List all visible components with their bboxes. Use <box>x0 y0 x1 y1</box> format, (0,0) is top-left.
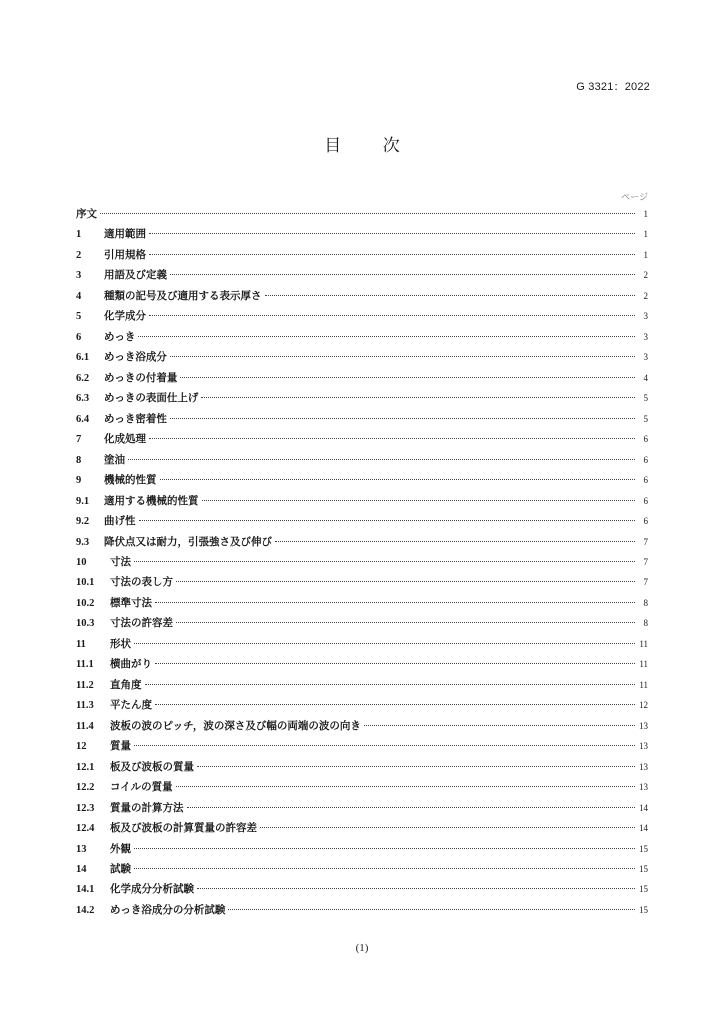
toc-entry[interactable] <box>76 226 648 246</box>
toc-entry-number: 10.1 <box>76 577 95 589</box>
toc-entry-label: 適用する機械的性質 <box>104 494 199 507</box>
toc-entry-page: 15 <box>639 843 648 854</box>
toc-entry-number: 9.2 <box>76 516 90 528</box>
toc-entry[interactable] <box>76 738 648 758</box>
toc-entry-number: 12.4 <box>76 823 95 835</box>
dot-leader <box>128 459 635 460</box>
toc-entry[interactable] <box>76 554 648 574</box>
toc-entry-page: 14 <box>639 802 648 813</box>
dot-leader <box>265 295 636 296</box>
toc-entry-page: 1 <box>643 209 648 219</box>
toc-entry-label: 質量 <box>110 740 131 753</box>
toc-entry-number: 5 <box>76 311 82 323</box>
toc-entry-label: 平たん度 <box>110 699 152 712</box>
toc-entry[interactable] <box>76 718 648 738</box>
toc-entry-label: 形状 <box>110 637 131 650</box>
dot-leader <box>145 684 636 685</box>
dot-leader <box>187 807 636 808</box>
toc-entry-page: 13 <box>639 741 648 752</box>
toc-entry[interactable] <box>76 452 648 472</box>
toc-entry-label: 寸法 <box>110 555 131 568</box>
dot-leader <box>139 520 636 521</box>
toc-entry-label: めっき浴成分の分析試験 <box>110 903 226 916</box>
toc-entry-page: 6 <box>643 475 648 486</box>
toc-entry-number: 14.2 <box>76 904 95 916</box>
toc-entry-page: 6 <box>643 434 648 445</box>
toc-entry-page: 13 <box>639 761 648 772</box>
dot-leader <box>149 315 635 316</box>
toc-entry-number: 11 <box>76 638 86 650</box>
toc-entry-label: 寸法の許容差 <box>110 617 173 630</box>
toc-entry-page: 2 <box>643 270 648 281</box>
toc-entry-number: 13 <box>76 843 87 855</box>
toc-entry-page: 11 <box>639 659 648 670</box>
toc-entry-number: 11.4 <box>76 720 94 732</box>
toc-entry-label: 波板の波のピッチ，波の深さ及び幅の両端の波の向き <box>110 719 361 732</box>
dot-leader <box>100 213 635 214</box>
toc-entry-page: 3 <box>643 331 648 342</box>
toc-entry-page: 6 <box>643 454 648 465</box>
toc-entry-number: 12 <box>76 741 87 753</box>
dot-leader <box>134 868 635 869</box>
toc-entry-label: 種類の記号及び適用する表示厚さ <box>104 289 262 302</box>
toc-entry-label: 寸法の表し方 <box>110 576 173 589</box>
toc-entry-page: 5 <box>643 413 648 424</box>
dot-leader <box>155 602 635 603</box>
toc-entry[interactable] <box>76 595 648 615</box>
toc-entry-label: 塗油 <box>104 453 125 466</box>
toc-entry-number: 8 <box>76 454 82 466</box>
toc-entry-label: 適用範囲 <box>104 228 146 241</box>
toc-entry[interactable] <box>76 288 648 308</box>
dot-leader <box>180 377 635 378</box>
toc-entry-label: 横曲がり <box>110 658 152 671</box>
toc-entry[interactable] <box>76 534 648 554</box>
toc-entry-page: 6 <box>643 516 648 527</box>
dot-leader <box>176 581 635 582</box>
toc-entry-page: 3 <box>643 352 648 363</box>
toc-entry-number: 6.3 <box>76 393 90 405</box>
toc-entry-label: 降伏点又は耐力，引張強さ及び伸び <box>104 535 272 548</box>
toc-entry-label: 序文 <box>76 208 97 220</box>
toc-entry-label: 質量の計算方法 <box>110 801 184 814</box>
dot-leader <box>134 848 635 849</box>
toc-entry[interactable] <box>76 779 648 799</box>
dot-leader <box>170 418 635 419</box>
toc-entry[interactable] <box>76 431 648 451</box>
toc-entry-page: 11 <box>639 638 648 649</box>
toc-entry[interactable] <box>76 574 648 594</box>
page-title: 目 次 <box>324 136 418 156</box>
toc-entry[interactable] <box>76 677 648 697</box>
dot-leader <box>134 561 635 562</box>
toc-entry-page: 13 <box>639 720 648 731</box>
toc-entry-label: 板及び波板の質量 <box>110 760 194 773</box>
toc-entry-number: 10.3 <box>76 618 95 630</box>
dot-leader <box>149 254 635 255</box>
toc-entry-page: 2 <box>643 290 648 301</box>
toc-entry-page: 15 <box>639 884 648 895</box>
toc-entry[interactable] <box>76 697 648 717</box>
dot-leader <box>197 766 635 767</box>
toc-entry-number: 6 <box>76 331 82 343</box>
toc-entry-page: 1 <box>643 249 648 260</box>
dot-leader <box>155 663 635 664</box>
toc-entry[interactable] <box>76 759 648 779</box>
toc-entry-number: 10.2 <box>76 597 95 609</box>
toc-entry[interactable] <box>76 861 648 881</box>
toc-entry-page: 7 <box>643 577 648 588</box>
dot-leader <box>275 541 635 542</box>
toc-entry-page: 14 <box>639 823 648 834</box>
toc-entry-page: 15 <box>639 904 648 915</box>
dot-leader <box>160 479 636 480</box>
toc-entry[interactable] <box>76 513 648 533</box>
dot-leader <box>149 233 635 234</box>
toc-entry-number: 10 <box>76 556 87 568</box>
toc-entry-page: 13 <box>639 782 648 793</box>
toc-entry[interactable] <box>76 370 648 390</box>
dot-leader <box>176 786 635 787</box>
dot-leader <box>176 622 635 623</box>
dot-leader <box>202 500 636 501</box>
dot-leader <box>134 745 635 746</box>
toc-entry[interactable] <box>76 881 648 901</box>
toc-entry-page: 11 <box>639 679 648 690</box>
toc-entry-label: めっき浴成分 <box>104 351 167 364</box>
toc-entry-number: 12.1 <box>76 761 95 773</box>
toc-entry-label: めっき密着性 <box>104 412 167 425</box>
toc-entry[interactable] <box>76 636 648 656</box>
toc-entry-label: 直角度 <box>110 678 142 691</box>
dot-leader <box>197 888 635 889</box>
toc-entry-label: めっき <box>104 330 136 343</box>
dot-leader <box>155 704 635 705</box>
toc-entry-label: めっきの表面仕上げ <box>104 392 199 405</box>
dot-leader <box>149 438 635 439</box>
toc-entry-label: 用語及び定義 <box>104 269 167 282</box>
toc-entry-number: 9 <box>76 475 82 487</box>
toc-entry-page: 1 <box>643 229 648 240</box>
toc-entry[interactable] <box>76 349 648 369</box>
toc-entry-number: 11.2 <box>76 679 94 691</box>
toc-entry-page: 7 <box>643 536 648 547</box>
dot-leader <box>228 909 635 910</box>
toc-entry[interactable] <box>76 820 648 840</box>
toc-entry-page: 6 <box>643 495 648 506</box>
toc-entry-number: 14 <box>76 864 87 875</box>
table-of-contents <box>76 206 648 922</box>
toc-entry-page: 3 <box>643 311 648 322</box>
dot-leader <box>134 643 635 644</box>
toc-entry[interactable] <box>76 411 648 431</box>
toc-entry-number: 6.1 <box>76 352 90 364</box>
toc-entry[interactable] <box>76 329 648 349</box>
toc-entry-label: コイルの質量 <box>110 781 173 794</box>
toc-entry-number: 1 <box>76 229 82 241</box>
toc-entry[interactable] <box>76 247 648 267</box>
toc-entry[interactable] <box>76 472 648 492</box>
toc-entry-label: 引用規格 <box>104 248 146 261</box>
dot-leader <box>170 274 635 275</box>
toc-entry-number: 11.1 <box>76 659 94 671</box>
toc-entry-number: 3 <box>76 270 82 282</box>
toc-entry-page: 8 <box>643 618 648 629</box>
toc-entry-number: 2 <box>76 249 82 261</box>
toc-entry-number: 12.3 <box>76 802 95 814</box>
toc-entry-number: 4 <box>76 290 82 302</box>
toc-entry-page: 5 <box>643 393 648 404</box>
dot-leader <box>260 827 635 828</box>
toc-entry-label: 化学成分分析試験 <box>110 883 194 896</box>
dot-leader <box>364 725 635 726</box>
toc-entry-number: 9.1 <box>76 495 90 507</box>
toc-entry-label: 板及び波板の計算質量の許容差 <box>110 822 257 835</box>
toc-entry-number: 9.3 <box>76 536 90 548</box>
toc-entry-number: 11.3 <box>76 700 94 712</box>
toc-entry-label: 標準寸法 <box>110 596 152 609</box>
toc-entry-page: 4 <box>643 372 648 383</box>
toc-entry-label: 試験 <box>110 863 131 875</box>
toc-entry[interactable] <box>76 206 648 226</box>
standard-code: G 3321：2022 <box>576 81 650 93</box>
toc-entry[interactable] <box>76 656 648 676</box>
toc-entry-label: 化学成分 <box>104 310 146 323</box>
toc-entry-number: 14.1 <box>76 884 95 896</box>
page-column-label: ページ <box>621 193 648 203</box>
toc-entry-page: 8 <box>643 597 648 608</box>
toc-entry-label: めっきの付着量 <box>104 371 178 384</box>
toc-entry[interactable] <box>76 267 648 287</box>
toc-entry[interactable] <box>76 390 648 410</box>
toc-entry-page: 7 <box>643 556 648 567</box>
toc-entry[interactable] <box>76 902 648 922</box>
toc-entry-page: 12 <box>639 700 648 711</box>
toc-entry[interactable] <box>76 308 648 328</box>
toc-entry-number: 12.2 <box>76 782 95 794</box>
toc-entry[interactable] <box>76 800 648 820</box>
dot-leader <box>170 356 635 357</box>
toc-entry-label: 化成処理 <box>104 433 146 446</box>
dot-leader <box>138 336 635 337</box>
toc-entry-number: 6.2 <box>76 372 90 384</box>
toc-entry-number: 7 <box>76 434 82 446</box>
toc-entry[interactable] <box>76 615 648 635</box>
toc-entry-label: 機械的性質 <box>104 474 157 487</box>
dot-leader <box>201 397 635 398</box>
toc-entry-page: 15 <box>639 864 648 874</box>
toc-entry-number: 6.4 <box>76 413 90 425</box>
page-number: (1) <box>355 942 369 954</box>
toc-entry[interactable] <box>76 493 648 513</box>
toc-entry-label: 曲げ性 <box>104 515 136 528</box>
toc-entry[interactable] <box>76 841 648 861</box>
toc-entry-label: 外観 <box>110 842 131 855</box>
